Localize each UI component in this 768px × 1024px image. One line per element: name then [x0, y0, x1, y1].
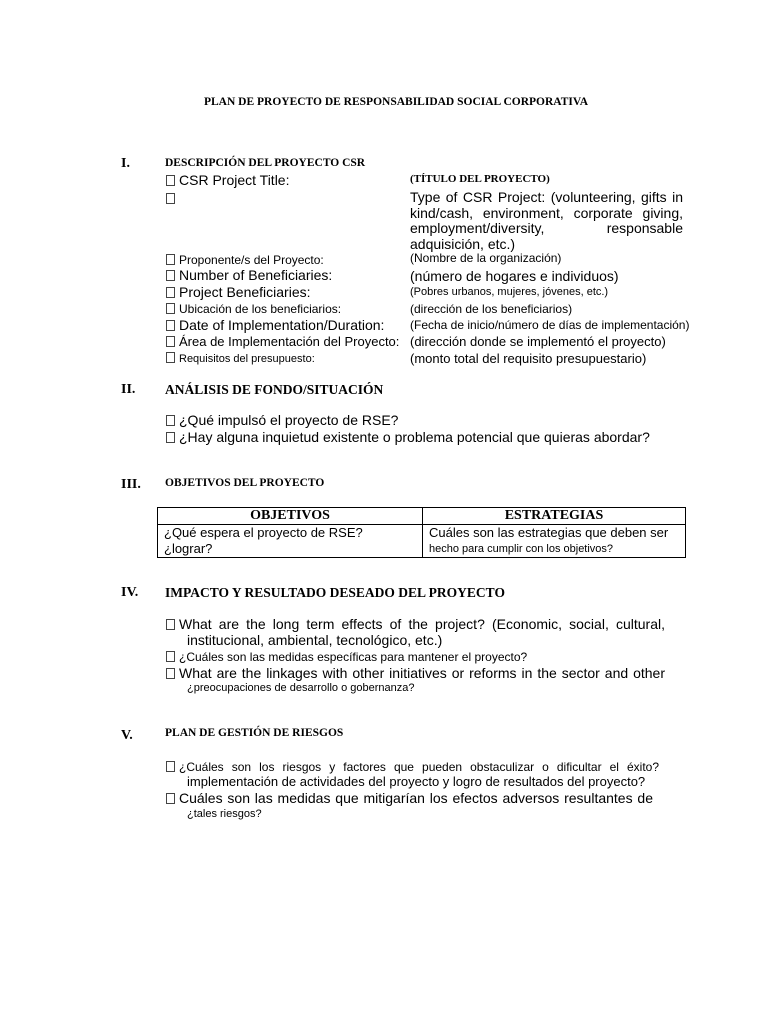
checkbox-icon: [166, 619, 175, 630]
csr-type-value: Type of CSR Project: (volunteering, gifts in kind/cash, environment, corporate giving, employment/diversity, responsable adquisición, etc.): [410, 189, 683, 252]
impact-item-1-line-2: institucional, ambiental, tecnológico, etc.): [187, 632, 443, 648]
proponent-value: (Nombre de la organización): [410, 251, 562, 265]
background-item-1: ¿Qué impulsó el proyecto de RSE?: [166, 412, 398, 428]
section-3-number: III.: [121, 477, 141, 492]
document-title: PLAN DE PROYECTO DE RESPONSABILIDAD SOCIAL CORPORATIVA: [203, 96, 589, 108]
impact-item-3-line-2: ¿preocupaciones de desarrollo o gobernanza?: [187, 682, 415, 694]
section-4-number: IV.: [121, 585, 139, 600]
background-item-2: ¿Hay alguna inquietud existente o problema potencial que quieras abordar?: [166, 429, 650, 445]
checkbox-icon: [166, 270, 175, 281]
section-5-number: V.: [121, 728, 133, 743]
implementation-area-value: (dirección donde se implementó el proyecto): [410, 334, 666, 349]
implementation-area-label: Área de Implementación del Proyecto:: [166, 334, 399, 349]
checkbox-icon: [166, 432, 175, 443]
checkbox-icon: [166, 320, 175, 331]
checkbox-icon: [166, 287, 175, 298]
checkbox-icon: [166, 352, 175, 363]
impact-item-2: ¿Cuáles son las medidas específicas para mantener el proyecto?: [166, 650, 527, 664]
checkbox-icon: [166, 254, 175, 265]
section-4-heading: IMPACTO Y RESULTADO DESEADO DEL PROYECTO: [165, 585, 505, 600]
beneficiaries-number-value: (número de hogares e individuos): [410, 268, 619, 284]
csr-title-label: CSR Project Title:: [166, 172, 289, 188]
beneficiaries-number-label: Number of Beneficiaries:: [166, 267, 332, 283]
risk-item-1-line-1: ¿Cuáles son los riesgos y factores que pueden obstaculizar o dificultar el éxito?: [166, 760, 659, 774]
checkbox-icon: [166, 793, 175, 804]
objectives-header: OBJETIVOS: [158, 508, 423, 525]
csr-title-value: (TÍTULO DEL PROYECTO): [410, 173, 550, 185]
section-2-heading: ANÁLISIS DE FONDO/SITUACIÓN: [165, 382, 384, 397]
project-beneficiaries-label: Project Beneficiaries:: [166, 284, 311, 300]
section-2-number: II.: [121, 382, 136, 397]
checkbox-icon: [166, 193, 175, 204]
section-1-heading: DESCRIPCIÓN DEL PROYECTO CSR: [165, 157, 366, 169]
section-5-heading: PLAN DE GESTIÓN DE RIESGOS: [165, 727, 344, 739]
section-3-heading: OBJETIVOS DEL PROYECTO: [165, 477, 325, 489]
objectives-table: [157, 507, 686, 558]
budget-value: (monto total del requisito presupuestario): [410, 351, 647, 366]
strategies-header: ESTRATEGIAS: [423, 508, 686, 525]
checkbox-icon: [166, 651, 175, 662]
beneficiaries-location-value: (dirección de los beneficiarios): [410, 302, 573, 316]
objectives-cell: ¿Qué espera el proyecto de RSE? ¿lograr?: [158, 525, 423, 558]
implementation-date-value: (Fecha de inicio/número de días de implementación): [410, 318, 690, 332]
checkbox-icon: [166, 668, 175, 679]
checkbox-icon: [166, 761, 175, 772]
strategies-cell: Cuáles son las estrategias que deben ser hecho para cumplir con los objetivos?: [423, 525, 686, 558]
risk-item-2-line-1: Cuáles son las medidas que mitigarían los efectos adversos resultantes de: [166, 790, 653, 806]
risk-item-1-line-2: implementación de actividades del proyecto y logro de resultados del proyecto?: [187, 774, 646, 789]
checkbox-icon: [166, 175, 175, 186]
impact-item-1-line-1: What are the long term effects of the project? (Economic, social, cultural,: [166, 616, 665, 632]
risk-item-2-line-2: ¿tales riesgos?: [187, 808, 262, 820]
proponent-label: Proponente/s del Proyecto:: [166, 253, 324, 267]
checkbox-icon: [166, 336, 175, 347]
impact-item-3-line-1: What are the linkages with other initiatives or reforms in the sector and other: [166, 665, 665, 681]
checkbox-icon: [166, 303, 175, 314]
beneficiaries-location-label: Ubicación de los beneficiarios:: [166, 302, 341, 316]
csr-type-label: [166, 190, 179, 206]
budget-label: Requisitos del presupuesto:: [166, 352, 315, 365]
section-1-number: I.: [121, 156, 130, 171]
project-beneficiaries-value: (Pobres urbanos, mujeres, jóvenes, etc.): [410, 286, 609, 298]
checkbox-icon: [166, 415, 175, 426]
implementation-date-label: Date of Implementation/Duration:: [166, 317, 384, 333]
